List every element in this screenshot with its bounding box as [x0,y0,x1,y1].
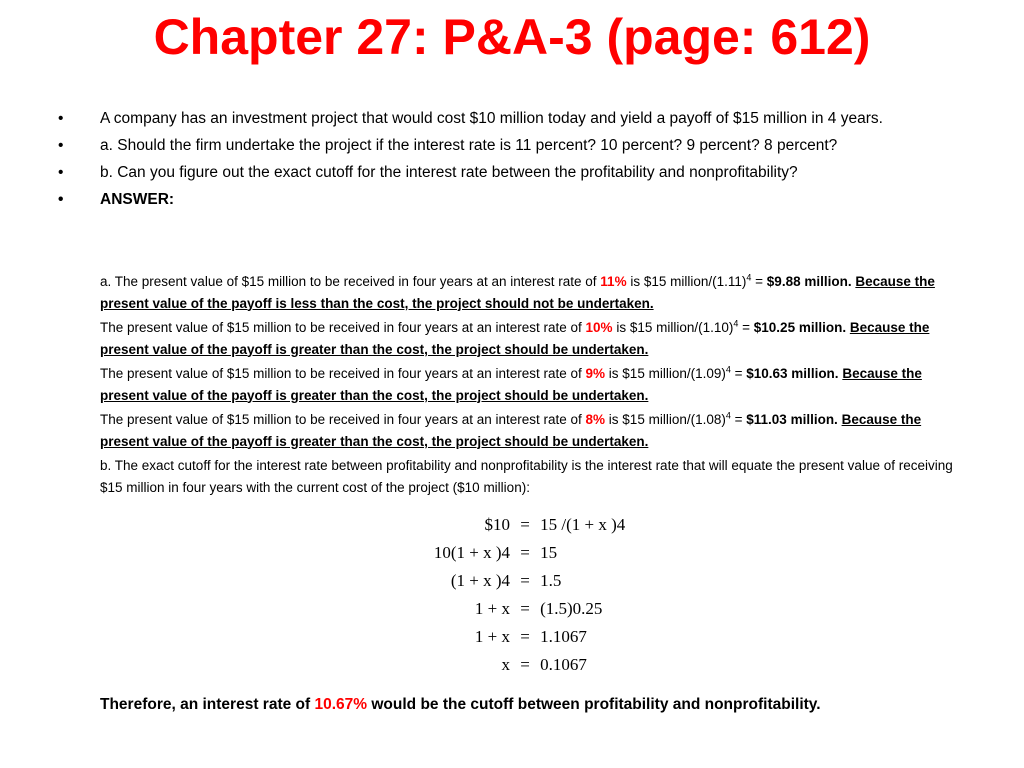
exponent: 4 [746,272,752,283]
equation-op: = [520,515,530,534]
question-list [58,107,970,215]
answer-heading [58,188,970,211]
equation-rhs: 15 /(1 + x )4 [540,515,626,534]
equation-lhs: x [501,655,510,674]
formula-text: is $15 million/(1.11) [626,274,747,289]
bullet-text: A company has an investment project that would cost $10 million today and yield a payoff of $15 million in 4 years. [100,110,883,127]
formula-text: is $15 million/(1.09) [605,366,726,381]
answer-paragraph [100,317,970,360]
conclusion-text: Therefore, an interest rate of [100,696,315,713]
decision-text: Because the present value of the payoff is less than the cost, the project should not be undertaken. [100,274,935,311]
final-conclusion [100,696,821,714]
paragraph-lead: a. The present value of $15 million to be received in four years at an interest rate of [100,274,601,289]
equals-sign: = [751,274,767,289]
bullet-icon: • [58,137,64,154]
conclusion-text: would be the cutoff between profitability and nonprofitability. [367,696,821,713]
equation-line [430,515,625,535]
equation-lhs: $10 [484,515,510,534]
present-value-result: $10.63 million. [746,366,839,381]
equation-rhs: (1.5)0.25 [540,599,603,618]
bullet-icon: • [58,164,64,181]
answer-paragraph [100,409,970,452]
answer-block [100,271,970,501]
present-value-result: $10.25 million. [753,320,847,335]
decision-text: Because the present value of the payoff is greater than the cost, the project should be undertaken. [100,412,922,449]
paragraph-lead: The present value of $15 million to be received in four years at an interest rate of [100,366,586,381]
present-value-result: $9.88 million. [766,274,852,289]
bullet-icon: • [58,191,64,208]
bullet-text: a. Should the firm undertake the project if the interest rate is 11 percent? 10 percent? 9 percent? 8 percent? [100,137,838,154]
question-bullet [58,161,970,184]
equation-op: = [520,543,530,562]
equals-sign: = [738,320,754,335]
slide-title: Chapter 27: P&A-3 (page: 612) [153,9,871,65]
equation-line [410,655,587,675]
cutoff-paragraph: b. The exact cutoff for the interest rate between profitability and nonprofitability is the interest rate that will equate the present value of receiving $15 million in four years with the current cost of the project ($10 million): [100,458,953,495]
question-bullet [58,134,970,157]
equation-op: = [520,627,530,646]
exponent: 4 [725,364,731,375]
equation-lhs: 1 + x [474,599,510,618]
question-bullet [58,107,970,130]
paragraph-lead: The present value of $15 million to be received in four years at an interest rate of [100,320,586,335]
equation-line [400,543,557,563]
equals-sign: = [730,366,747,381]
cutoff-rate: 10.67% [314,696,368,713]
interest-rate: 10% [585,320,613,335]
decision-text: Because the present value of the payoff is greater than the cost, the project should be undertaken. [100,320,930,357]
interest-rate: 11% [600,274,627,289]
equation-rhs: 1.1067 [540,627,587,646]
exponent: 4 [725,410,731,421]
equation-rhs: 15 [540,543,558,562]
equation-op: = [520,571,530,590]
bullet-icon: • [58,110,64,127]
equation-op: = [520,599,530,618]
equation-rhs: 0.1067 [540,655,587,674]
present-value-result: $11.03 million. [746,412,838,427]
equation-op: = [520,655,530,674]
answer-paragraph [100,271,970,314]
paragraph-lead: The present value of $15 million to be received in four years at an interest rate of [100,412,586,427]
answer-paragraph [100,363,970,406]
equation-lhs: (1 + x )4 [450,571,510,590]
equation-rhs: 1.5 [540,571,562,590]
interest-rate: 9% [585,366,606,381]
equation-lhs: 1 + x [474,627,510,646]
equation-line [410,571,561,591]
equation-line [410,627,587,647]
formula-text: is $15 million/(1.08) [605,412,726,427]
bullet-text: ANSWER: [100,191,175,208]
equals-sign: = [730,412,747,427]
formula-text: is $15 million/(1.10) [612,320,734,335]
interest-rate: 8% [585,412,606,427]
decision-text: Because the present value of the payoff is greater than the cost, the project should be undertaken. [100,366,922,403]
exponent: 4 [733,318,739,329]
equation-lhs: 10(1 + x )4 [433,543,510,562]
bullet-text: b. Can you figure out the exact cutoff for the interest rate between the profitability and nonprofitability? [100,164,798,181]
equation-line [410,599,602,619]
